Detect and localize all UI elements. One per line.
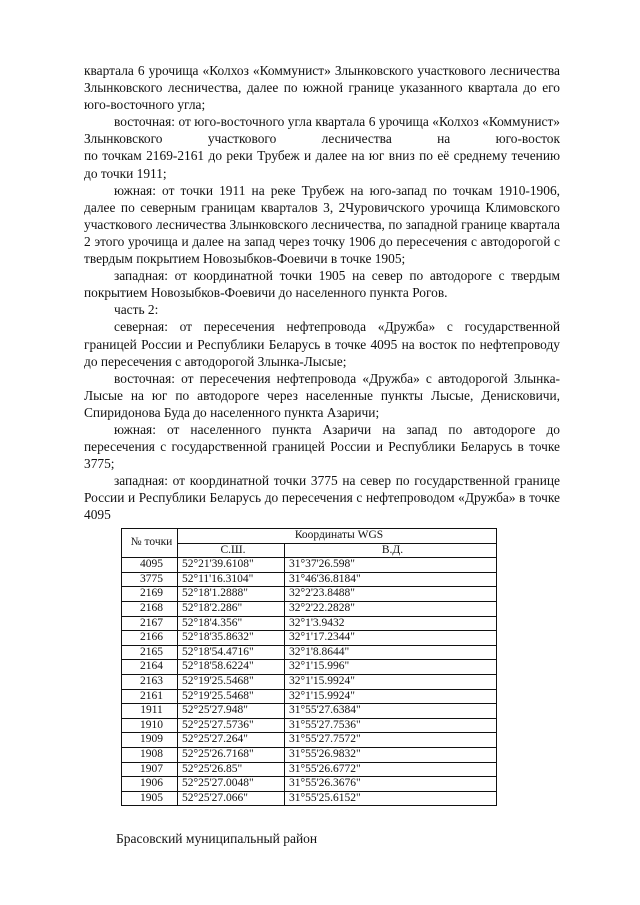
table-row bbox=[122, 777, 497, 792]
table-row bbox=[122, 645, 497, 660]
column-header-coordinates: Координаты WGS bbox=[178, 529, 497, 544]
table-row bbox=[122, 616, 497, 631]
point-number-cell: 1909 bbox=[122, 733, 178, 748]
latitude-cell: 52°18'58.6224" bbox=[178, 660, 285, 675]
coordinates-table-body bbox=[122, 558, 497, 806]
latitude-cell: 52°25'26.7168" bbox=[178, 747, 285, 762]
latitude-cell: 52°19'25.5468" bbox=[178, 674, 285, 689]
table-row bbox=[122, 558, 497, 573]
column-header-longitude: В.Д. bbox=[285, 543, 497, 558]
latitude-cell: 52°25'27.5736" bbox=[178, 718, 285, 733]
longitude-cell: 32°1'8.8644" bbox=[285, 645, 497, 660]
longitude-cell: 32°1'17.2344" bbox=[285, 631, 497, 646]
longitude-cell: 31°55'26.3676" bbox=[285, 777, 497, 792]
point-number-cell: 2164 bbox=[122, 660, 178, 675]
latitude-cell: 52°18'35.8632" bbox=[178, 631, 285, 646]
point-number-cell: 2168 bbox=[122, 601, 178, 616]
table-row bbox=[122, 674, 497, 689]
table-row bbox=[122, 587, 497, 602]
latitude-cell: 52°18'2.286" bbox=[178, 601, 285, 616]
point-number-cell: 2166 bbox=[122, 631, 178, 646]
point-number-cell: 2165 bbox=[122, 645, 178, 660]
latitude-cell: 52°25'26.85" bbox=[178, 762, 285, 777]
latitude-cell: 52°25'27.0048" bbox=[178, 777, 285, 792]
paragraph-part2-south: южная: от населенного пункта Азаричи на запад по автодороге до пересечения с государственной границей России и Республики Беларусь в точке 3775; bbox=[84, 421, 560, 472]
table-row bbox=[122, 601, 497, 616]
longitude-cell: 32°2'22.2828" bbox=[285, 601, 497, 616]
table-row bbox=[122, 689, 497, 704]
point-number-cell: 1907 bbox=[122, 762, 178, 777]
point-number-cell: 1910 bbox=[122, 718, 178, 733]
latitude-cell: 52°19'25.5468" bbox=[178, 689, 285, 704]
longitude-cell: 31°46'36.8184" bbox=[285, 572, 497, 587]
longitude-cell: 31°55'25.6152" bbox=[285, 791, 497, 806]
longitude-cell: 32°1'15.9924" bbox=[285, 689, 497, 704]
part-2-heading: часть 2: bbox=[114, 302, 159, 318]
longitude-cell: 31°55'26.9832" bbox=[285, 747, 497, 762]
point-number-cell: 2161 bbox=[122, 689, 178, 704]
longitude-cell: 31°55'27.7572" bbox=[285, 733, 497, 748]
point-number-cell: 2167 bbox=[122, 616, 178, 631]
longitude-cell: 32°1'3.9432 bbox=[285, 616, 497, 631]
table-row bbox=[122, 660, 497, 675]
latitude-cell: 52°11'16.3104" bbox=[178, 572, 285, 587]
table-row bbox=[122, 733, 497, 748]
longitude-cell: 32°2'23.8488" bbox=[285, 587, 497, 602]
longitude-cell: 31°55'27.7536" bbox=[285, 718, 497, 733]
column-header-point: № точки bbox=[122, 529, 178, 558]
paragraph-continuation: квартала 6 урочища «Колхоз «Коммунист» Злынковского участкового лесничества Злынковского лесничества, далее по южной границе указанного квартала до его юго-восточного угла; bbox=[84, 63, 560, 113]
point-number-cell: 1911 bbox=[122, 704, 178, 719]
latitude-cell: 52°18'1.2888" bbox=[178, 587, 285, 602]
paragraph-east-border: восточная: от юго-восточного угла квартала 6 урочища «Колхоз «Коммунист» Злынковского участкового лесничества на юго-восток bbox=[84, 114, 560, 147]
point-number-cell: 3775 bbox=[122, 572, 178, 587]
paragraph-part2-east: восточная: от пересечения нефтепровода «Дружба» с автодорогой Злынка-Лысые на юг по автодороге через населенные пункты Лысые, Денисковичи, Спиридонова Буда до населенного пункта Азаричи; bbox=[84, 370, 560, 420]
table-row bbox=[122, 762, 497, 777]
longitude-cell: 32°1'15.996" bbox=[285, 660, 497, 675]
paragraph-east-points: по точкам 2169-2161 до реки Трубеж и далее на юг вниз по её среднему течению до точки 1911; bbox=[84, 148, 560, 181]
table-row bbox=[122, 747, 497, 762]
paragraph-part2-west: западная: от координатной точки 3775 на север по государственной границе России и Республики Беларусь до пересечения с нефтепроводом «Дружба» в точке 4095 bbox=[84, 473, 560, 523]
latitude-cell: 52°18'54.4716" bbox=[178, 645, 285, 660]
point-number-cell: 2169 bbox=[122, 587, 178, 602]
latitude-cell: 52°25'27.264" bbox=[178, 733, 285, 748]
table-row bbox=[122, 572, 497, 587]
table-row bbox=[122, 718, 497, 733]
longitude-cell: 31°37'26.598" bbox=[285, 558, 497, 573]
table-row bbox=[122, 704, 497, 719]
latitude-cell: 52°21'39.6108" bbox=[178, 558, 285, 573]
table-row bbox=[122, 791, 497, 806]
point-number-cell: 4095 bbox=[122, 558, 178, 573]
table-row bbox=[122, 631, 497, 646]
longitude-cell: 32°1'15.9924" bbox=[285, 674, 497, 689]
point-number-cell: 2163 bbox=[122, 674, 178, 689]
paragraph-west-border: западная: от координатной точки 1905 на север по автодороге с твердым покрытием Новозыбков-Фоевичи до населенного пункта Рогов. bbox=[84, 268, 560, 301]
coordinates-table bbox=[121, 528, 497, 806]
column-header-latitude: С.Ш. bbox=[178, 543, 285, 558]
point-number-cell: 1906 bbox=[122, 777, 178, 792]
point-number-cell: 1905 bbox=[122, 791, 178, 806]
point-number-cell: 1908 bbox=[122, 747, 178, 762]
paragraph-south-border: южная: от точки 1911 на реке Трубеж на юго-запад по точкам 1910-1906, далее по северным границам кварталов 3, 2Чуровичского урочища Климовского участкового лесничества Злынковского лесничества, по западной границе квартала 2 этого урочища и далее на запад через точку 1906 до пересечения с автодорогой с твердым покрытием Новозыбков-Фоевичи в точке 1905; bbox=[84, 182, 560, 267]
district-heading: Брасовский муниципальный район bbox=[116, 831, 318, 846]
paragraph-part2-north: северная: от пересечения нефтепровода «Дружба» с государственной границей России и Республики Беларусь в точке 4095 на восток по нефтепроводу до пересечения с автодорогой Злынка-Лысые; bbox=[84, 319, 560, 369]
document-body bbox=[84, 62, 560, 524]
latitude-cell: 52°25'27.948" bbox=[178, 704, 285, 719]
latitude-cell: 52°25'27.066" bbox=[178, 791, 285, 806]
longitude-cell: 31°55'26.6772" bbox=[285, 762, 497, 777]
latitude-cell: 52°18'4.356" bbox=[178, 616, 285, 631]
longitude-cell: 31°55'27.6384" bbox=[285, 704, 497, 719]
